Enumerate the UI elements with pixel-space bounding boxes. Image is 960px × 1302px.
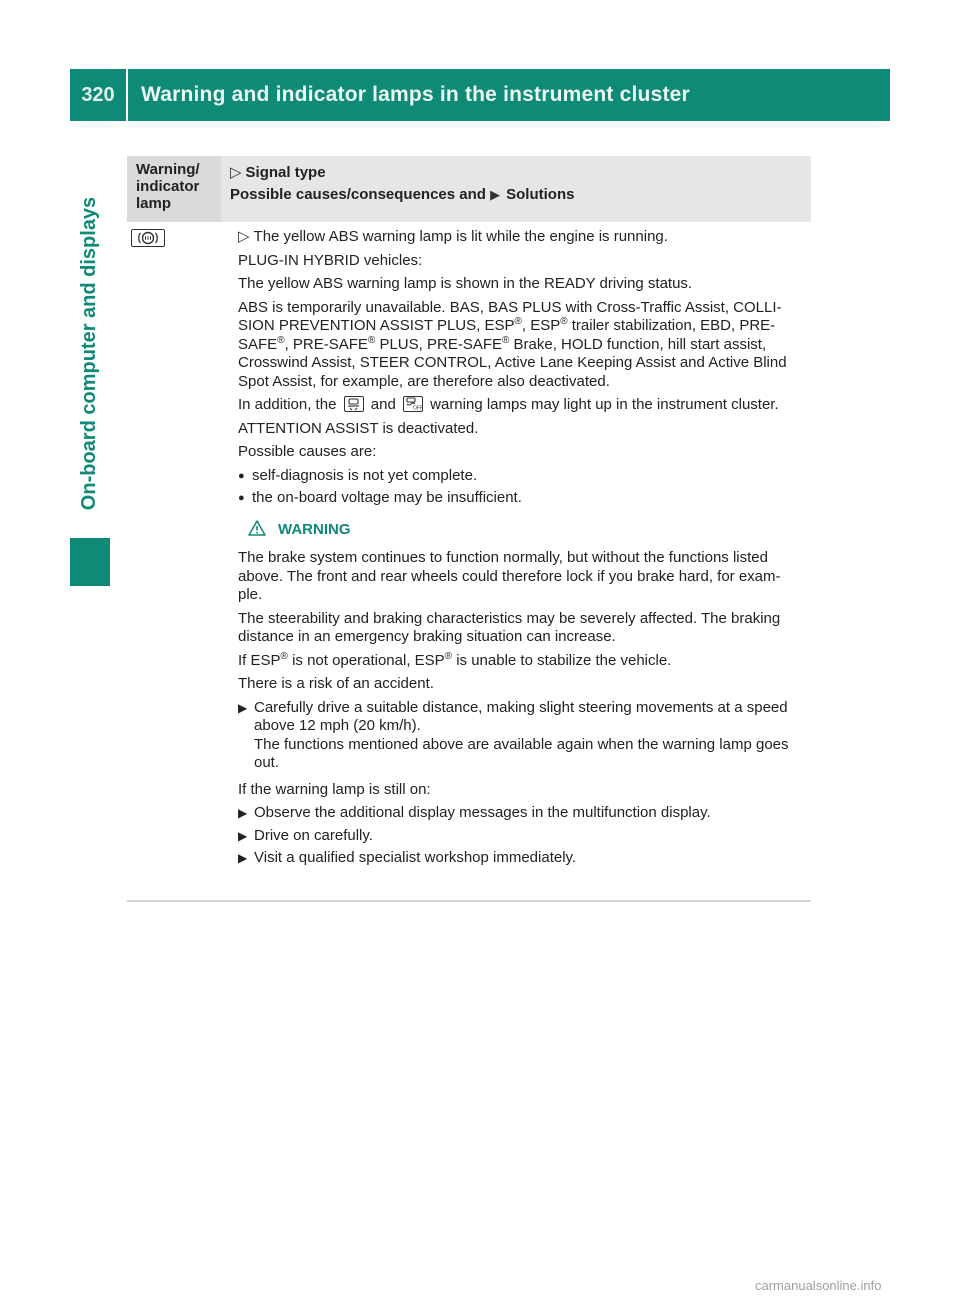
solutions-arrow-icon: ▶ (490, 187, 501, 202)
side-tab-label-wrap (70, 128, 110, 578)
signal-triangle-icon: ▷ (230, 164, 242, 181)
page-number: 320 (81, 83, 115, 106)
abs-lamp-glyph-icon (137, 231, 159, 245)
warning-heading: WARNING (238, 520, 804, 542)
header-lamp-line: lamp (136, 195, 172, 212)
instruction-arrow-icon: ▶ (238, 828, 248, 843)
list-item: ● the on-board voltage may be insufficient. (238, 489, 522, 506)
header-lamp-line: Warning/ (136, 161, 200, 178)
side-tab-label: On-board computer and displays (78, 196, 101, 510)
header-causes: Possible causes/consequences and (230, 186, 486, 203)
instruction-item: ▶ Carefully drive a suitable distance, making slight steering movements at a speed above 12 mph (20 km/h). The functions mentioned above are available again when the warning lamp goes out. (238, 698, 789, 771)
esp-off-lamp-icon (403, 396, 423, 412)
bullet-icon: ● (238, 469, 245, 482)
instruction-item: ▶ Drive on carefully. (238, 826, 373, 844)
addition-text: In addition, the and OFF warning lamps may light up in the instrument cluster. (238, 396, 779, 413)
abs-unavailable-text: ABS is temporarily unavailable. BAS, BAS PLUS with Cross-Traffic Assist, COLLI-SION PREVENTION ASSIST PLUS, ESP®, ESP® trailer stabilization, EBD, PRE-SAFE®, PRE-SAFE® PLUS, PRE-SAFE® Brake, HOLD function, hill start assist, Crosswind Assist, STEER CONTROL, Active Lane Keeping Assist and Active Blind Spot Assist, for example, are therefore also deactivated. (238, 298, 787, 390)
warning-triangle-icon (248, 520, 278, 542)
page-title: Warning and indicator lamps in the instrument cluster (141, 83, 690, 106)
signal-triangle-icon: ▷ (238, 228, 250, 245)
header-signal-type: Signal type (245, 164, 326, 181)
warning-text-4: There is a risk of an accident. (238, 675, 434, 692)
causes-intro: Possible causes are: (238, 443, 377, 460)
header-divider (126, 69, 128, 121)
table-row-body (238, 228, 804, 872)
table-bottom-rule (127, 900, 811, 902)
table-header-lamp-col (127, 156, 221, 222)
warning-text-1: The brake system continues to function normally, but without the functions listed above. The front and rear wheels could therefore lock if you brake hard, for exam-ple. (238, 549, 781, 603)
abs-warning-lamp-icon (131, 229, 165, 247)
instruction-arrow-icon: ▶ (238, 851, 248, 865)
instruction-arrow-icon: ▶ (238, 806, 248, 820)
plugin-line: PLUG-IN HYBRID vehicles: (238, 251, 423, 269)
warning-text-2: The steerability and braking characteristics may be severely affected. The braking distance in an emergency braking situation can increase. (238, 609, 781, 645)
bullet-icon: ● (238, 492, 245, 504)
still-on-line: If the warning lamp is still on: (238, 780, 431, 798)
warning-text-3: If ESP® is not operational, ESP® is unable to stabilize the vehicle. (238, 650, 672, 669)
signal-line: ▷ The yellow ABS warning lamp is lit while the engine is running. (238, 228, 668, 245)
header-solutions: Solutions (506, 186, 575, 203)
attention-assist-lamp-icon (344, 396, 364, 412)
list-item: ● self-diagnosis is not yet complete. (238, 466, 478, 484)
instruction-arrow-icon: ▶ (238, 700, 248, 715)
side-tab-marker (70, 538, 110, 586)
table-header (127, 156, 811, 222)
svg-text:OFF: OFF (412, 405, 423, 412)
header-lamp-line: indicator (136, 178, 200, 195)
ready-line: The yellow ABS warning lamp is shown in the READY driving status. (238, 275, 693, 292)
watermark: carmanualsonline.info (755, 1278, 882, 1293)
instruction-item: ▶ Observe the additional display messages in the multifunction display. (238, 804, 711, 821)
instruction-item: ▶ Visit a qualified specialist workshop immediately. (238, 849, 577, 866)
attention-line: ATTENTION ASSIST is deactivated. (238, 419, 479, 437)
table-header-signal-col (230, 162, 574, 206)
